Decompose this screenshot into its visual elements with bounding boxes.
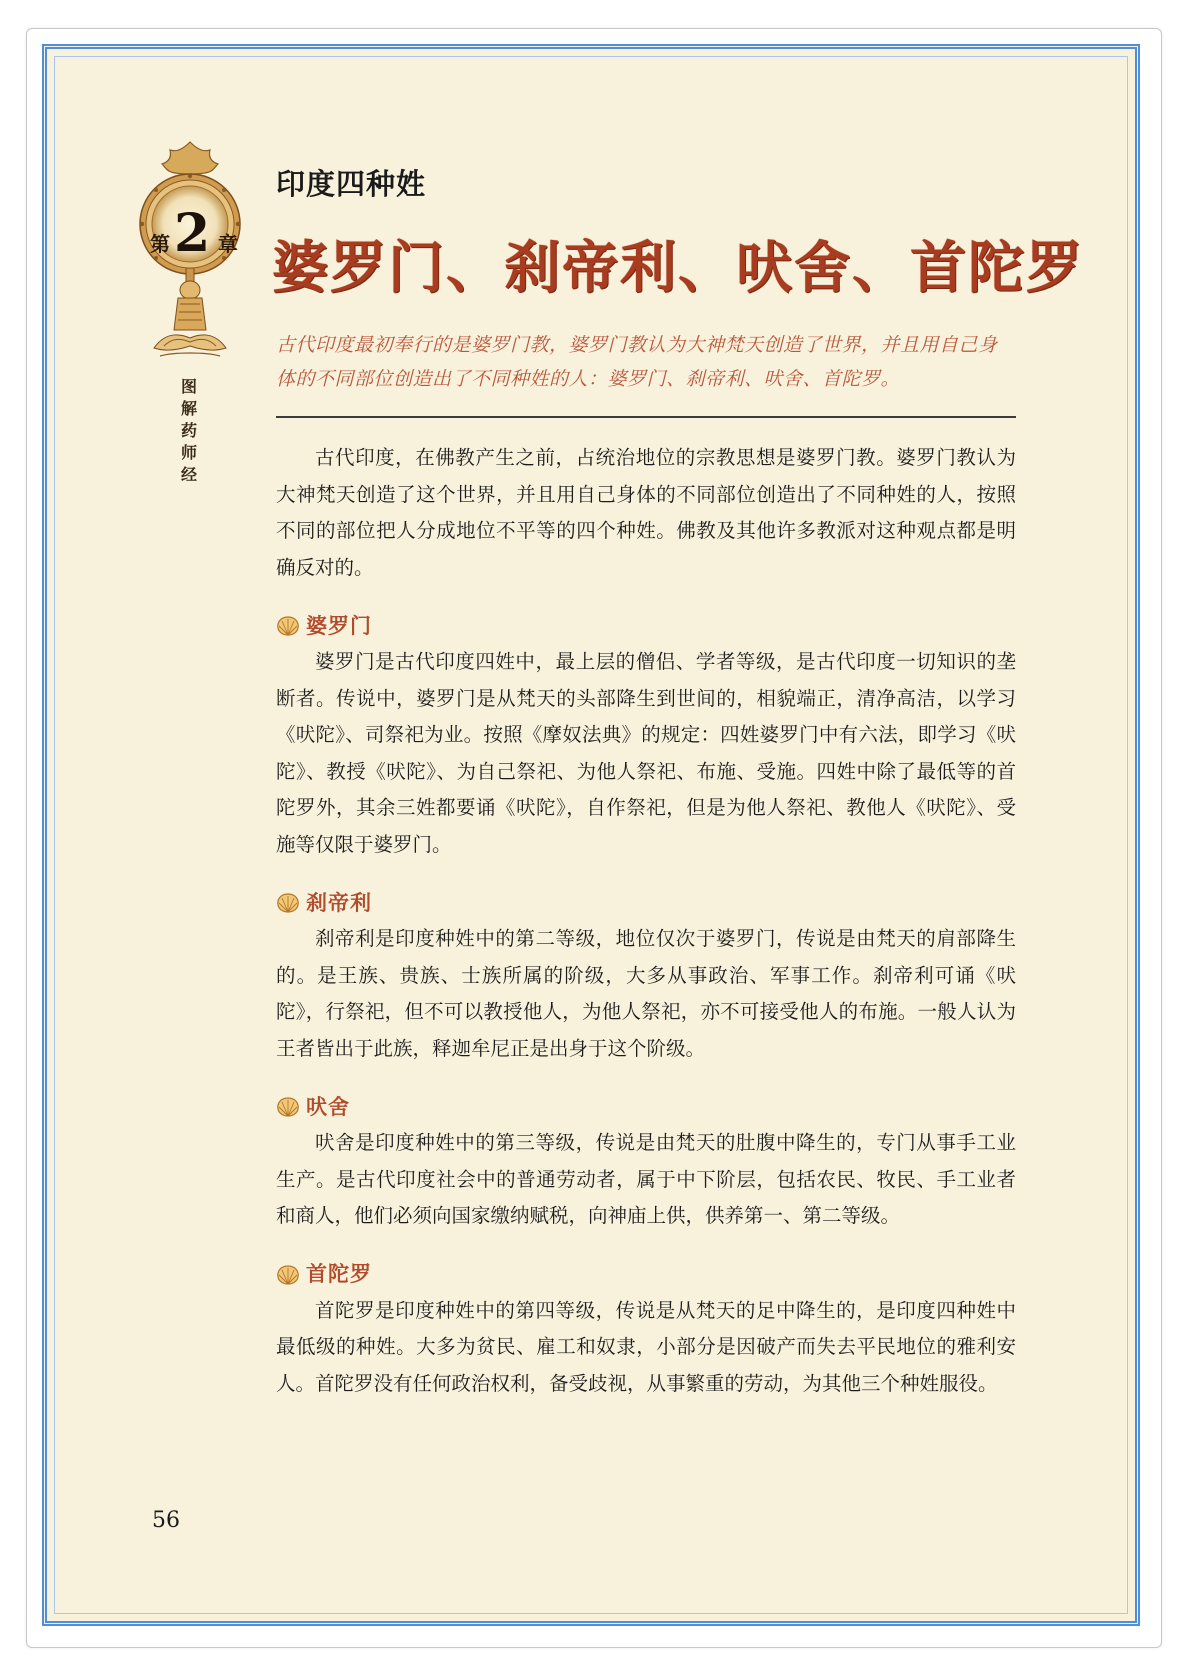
intro-text: 古代印度最初奉行的是婆罗门教，婆罗门教认为大神梵天创造了世界，并且用自己身体的不同部位创造出了不同种姓的人：婆罗门、刹帝利、吠舍、首陀罗。 (276, 334, 998, 390)
section-paragraph: 吠舍是印度种姓中的第三等级，传说是由梵天的肚腹中降生的，专门从事手工业生产。是古代印度社会中的普通劳动者，属于中下阶层，包括农民、牧民、手工业者和商人，他们必须向国家缴纳赋税，向神庙上供，供养第一、第二等级。 (276, 1131, 1016, 1227)
section-vaishya (276, 1089, 1016, 1235)
section-paragraph: 刹帝利是印度种姓中的第二等级，地位仅次于婆罗门，传说是由梵天的肩部降生的。是王族、贵族、士族所属的阶级，大多从事政治、军事工作。刹帝利可诵《吠陀》，行祭祀，但不可以教授他人，为他人祭祀，亦不可接受他人的布施。一般人认为王者皆出于此族，释迦牟尼正是出身于这个阶级。 (276, 927, 1016, 1060)
section-heading (276, 885, 1016, 921)
shell-icon (276, 1264, 300, 1286)
section-heading-text: 吠舍 (306, 1094, 350, 1119)
chapter-suffix: 章 (218, 232, 238, 256)
page-title: 婆罗门、刹帝利、吠舍、首陀罗 (272, 236, 1084, 301)
section-kshatriya (276, 885, 1016, 1067)
section-shudra (276, 1257, 1016, 1403)
shell-icon (276, 615, 300, 637)
section-heading (276, 1089, 1016, 1125)
chapter-badge (128, 140, 252, 276)
opening-paragraph: 古代印度，在佛教产生之前，占统治地位的宗教思想是婆罗门教。婆罗门教认为大神梵天创造了这个世界，并且用自己身体的不同部位创造出了不同种姓的人，按照不同的部位把人分成地位不平等的四个种姓。佛教及其他许多教派对这种观点都是明确反对的。 (276, 446, 1016, 579)
book-title (176, 376, 202, 486)
page-subtitle: 印度四种姓 (276, 167, 427, 201)
divider (276, 416, 1016, 418)
section-paragraph: 首陀罗是印度种姓中的第四等级，传说是从梵天的足中降生的，是印度四种姓中最低级的种姓。大多为贫民、雇工和奴隶，小部分是因破产而失去平民地位的雅利安人。首陀罗没有任何政治权利，备受歧视，从事繁重的劳动，为其他三个种姓服役。 (276, 1298, 1016, 1395)
lotus-pendant-icon (150, 268, 230, 368)
page-number: 56 (152, 1508, 180, 1533)
section-brahmin (276, 608, 1016, 863)
section-heading-text: 婆罗门 (306, 613, 372, 638)
chapter-number: 2 (174, 203, 211, 264)
shell-icon (276, 892, 300, 914)
section-heading (276, 608, 1016, 644)
section-heading (276, 1257, 1016, 1293)
section-paragraph: 婆罗门是古代印度四姓中，最上层的僧侣、学者等级，是古代印度一切知识的垄断者。传说中，婆罗门是从梵天的头部降生到世间的，相貌端正，清净高洁，以学习《吠陀》、司祭祀为业。按照《摩奴法典》的规定：四姓婆罗门中有六法，即学习《吠陀》、教授《吠陀》、为自己祭祀、为他人祭祀、布施、受施。四姓中除了最低等的首陀罗外，其余三姓都要诵《吠陀》，自作祭祀，但是为他人祭祀、教他人《吠陀》、受施等仅限于婆罗门。 (276, 650, 1016, 856)
section-heading-text: 首陀罗 (306, 1262, 372, 1287)
section-heading-text: 刹帝利 (306, 890, 372, 915)
book-title-text: 图解药师经 (180, 377, 197, 484)
shell-icon (276, 1096, 300, 1118)
chapter-prefix: 第 (150, 232, 170, 256)
article-body (276, 440, 1016, 1424)
